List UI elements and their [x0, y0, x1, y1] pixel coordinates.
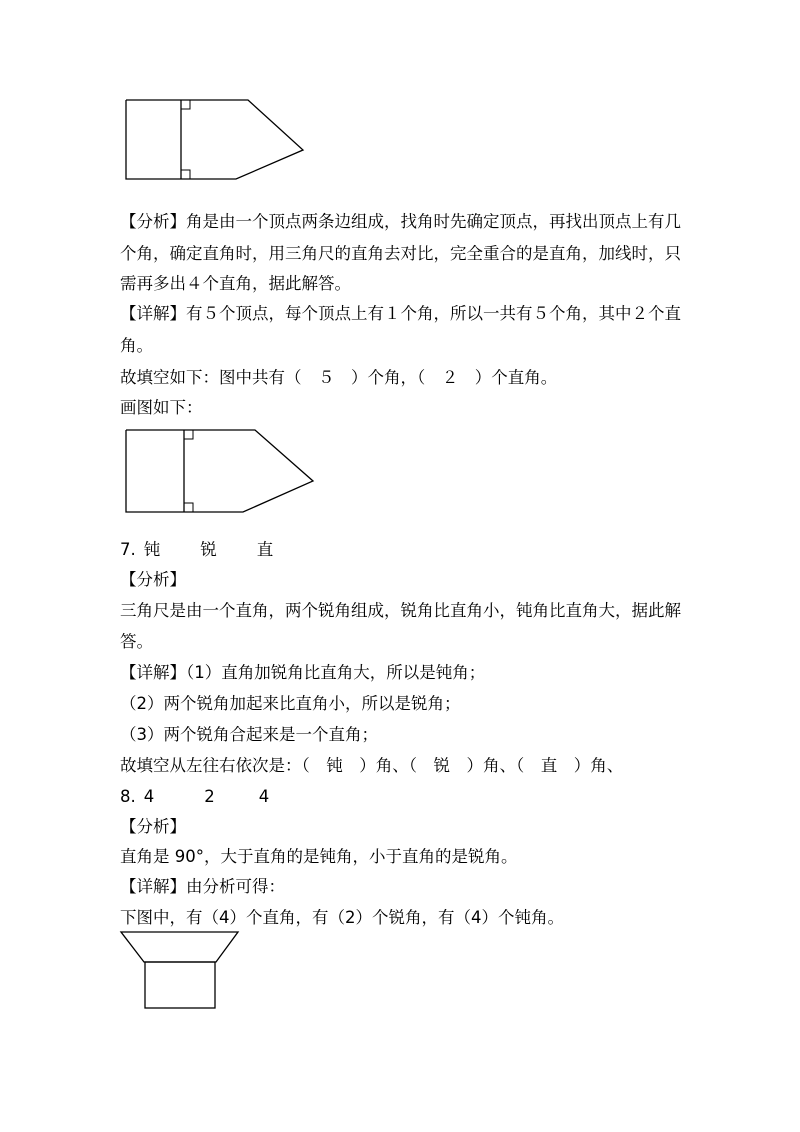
q7-answer-3: 直 — [256, 540, 274, 559]
q8-detail-line: 【详解】由分析可得： — [120, 877, 285, 896]
q6-fill-answer: 故填空如下：图中共有（ ５ ）个角，（ ２ ）个直角。 — [120, 368, 558, 387]
q8-number: 8. — [120, 787, 136, 806]
q7-number: 7. — [120, 540, 136, 559]
q6-analysis-line-3: 需再多出４个直角，据此解答。 — [120, 274, 351, 293]
rectangle-shape — [145, 962, 215, 1008]
detail-tag: 【详解】 — [120, 304, 186, 323]
q8-analysis-line: 直角是 90°，大于直角的是钝角，小于直角的是锐角。 — [120, 847, 518, 866]
q7-detail-line-3: （3）两个锐角合起来是一个直角； — [120, 725, 378, 744]
q7-detail-line-1: 【详解】（1）直角加锐角比直角大，所以是钝角； — [120, 663, 486, 682]
q6-analysis-line-2: 个角，确定直角时，用三角尺的直角去对比，完全重合的是直角，加线时，只 — [120, 244, 681, 263]
pentagon-figure-original — [118, 92, 313, 187]
q7-answer-2: 锐 — [200, 540, 217, 559]
q8-answer-1: 4 — [143, 787, 155, 806]
right-angle-mark-top — [181, 100, 190, 109]
q6-draw-label: 画图如下： — [120, 398, 203, 417]
q7-answer-line — [120, 539, 273, 561]
detail-tag: 【详解】 — [120, 663, 186, 682]
q7-analysis-tag: 【分析】 — [120, 570, 186, 589]
pentagon-outline — [126, 100, 303, 179]
right-angle-mark-bottom — [181, 170, 190, 179]
q8-analysis-tag: 【分析】 — [120, 817, 186, 836]
q7-analysis-line-2: 答。 — [120, 632, 153, 651]
q8-result-line: 下图中，有（4）个直角，有（2）个锐角，有（4）个钝角。 — [120, 908, 564, 927]
q7-fill-answer: 故填空从左往右依次是：（ 钝 ）角、（ 锐 ）角、（ 直 ）角、 — [120, 756, 624, 775]
analysis-tag: 【分析】 — [120, 212, 186, 231]
right-angle-mark-bottom — [184, 503, 193, 512]
q8-answer-2: 2 — [204, 787, 215, 806]
q8-answer-line — [120, 786, 269, 808]
detail-tag: 【详解】 — [120, 877, 186, 896]
q6-detail-line-1: 【详解】有５个顶点，每个顶点上有１个角，所以一共有５个角，其中２个直 — [120, 304, 681, 323]
right-angle-mark-top — [184, 430, 193, 439]
q7-analysis-line-1: 三角尺是由一个直角，两个锐角组成，锐角比直角小，钝角比直角大，据此解 — [120, 601, 681, 620]
trapezoid-shape — [121, 932, 238, 962]
pentagon-figure-answer — [118, 422, 323, 517]
q7-answer-1: 钝 — [143, 540, 161, 559]
q6-detail-line-2: 角。 — [120, 336, 153, 355]
q8-answer-3: 4 — [258, 787, 270, 806]
pentagon-outline — [126, 430, 313, 512]
q7-detail-line-2: （2）两个锐角加起来比直角小，所以是锐角； — [120, 694, 461, 713]
q6-analysis-line-1: 【分析】角是由一个顶点两条边组成，找角时先确定顶点，再找出顶点上有几 — [120, 212, 681, 231]
trapezoid-rectangle-figure — [118, 928, 243, 1013]
